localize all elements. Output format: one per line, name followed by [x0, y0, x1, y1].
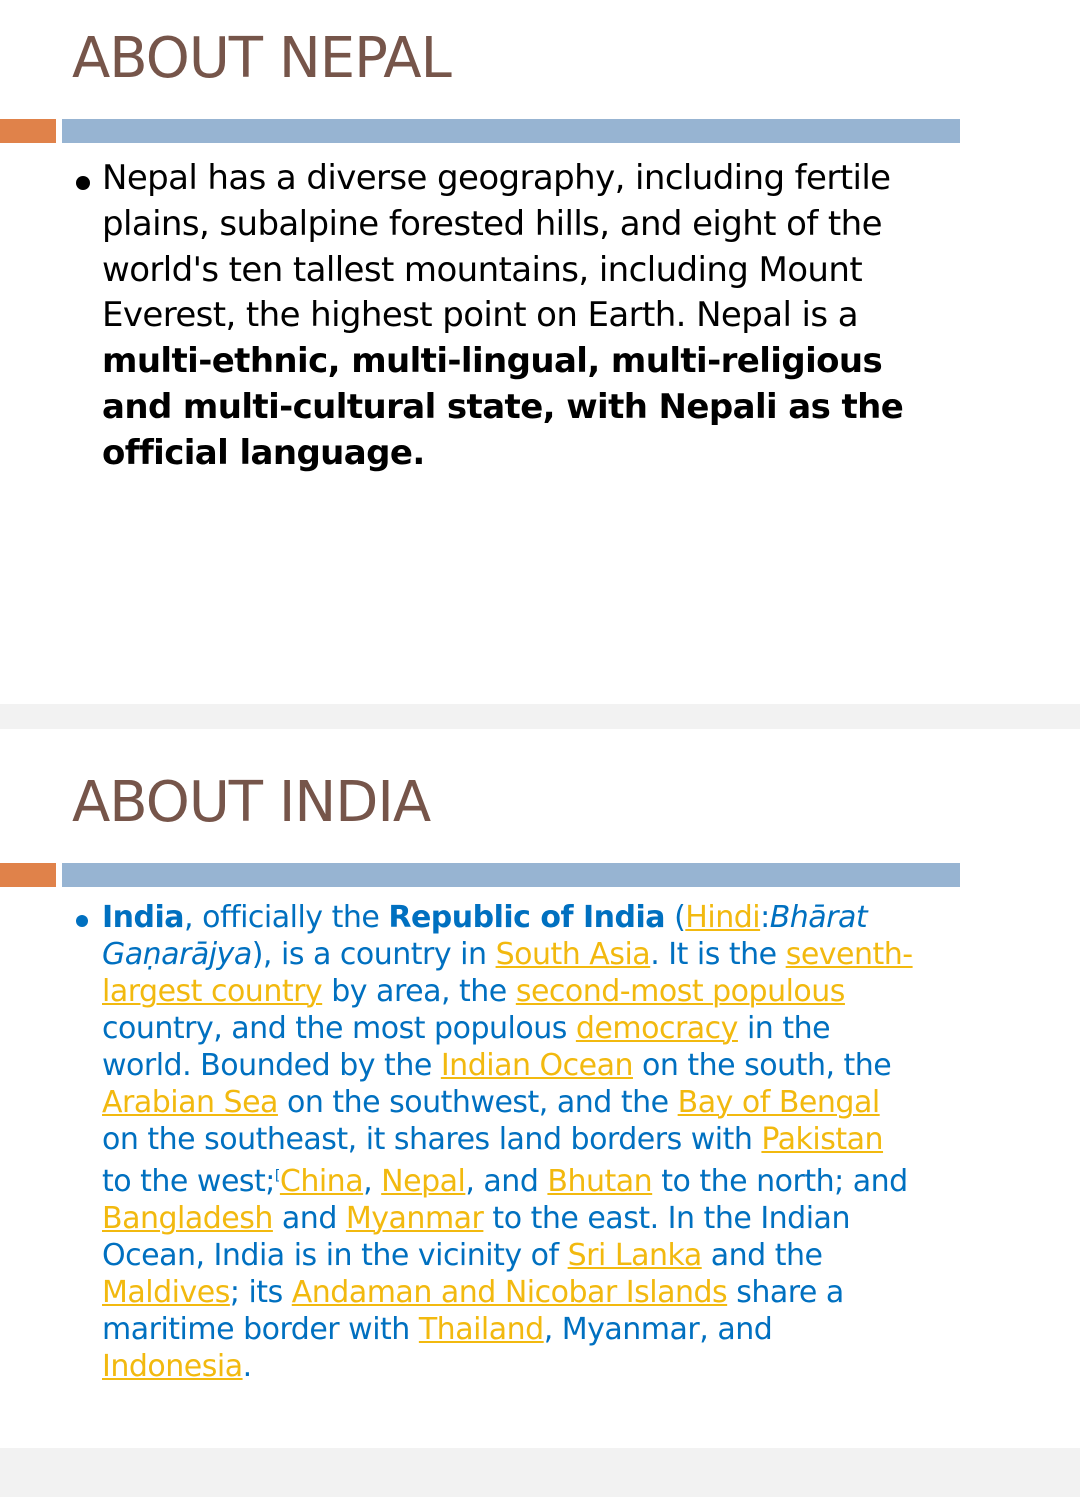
india-paragraph [102, 899, 914, 1385]
link-arabian-sea[interactable]: Arabian Sea [102, 1085, 278, 1120]
link-andaman-nicobar-islands[interactable]: Andaman and Nicobar Islands [291, 1275, 728, 1310]
text: to the west; [102, 1164, 275, 1199]
text: ; its [229, 1275, 292, 1310]
link-nepal[interactable]: Nepal [381, 1164, 466, 1199]
accent-bar-blue [62, 119, 960, 143]
text: . [242, 1349, 252, 1384]
slide-title: ABOUT INDIA [72, 770, 431, 835]
text: on the southeast, it shares land borders with [102, 1122, 762, 1157]
link-democracy[interactable]: democracy [575, 1011, 738, 1046]
text: : [760, 900, 770, 935]
india-bold-name: India [102, 900, 185, 935]
link-south-asia[interactable]: South Asia [495, 937, 651, 972]
link-bhutan[interactable]: Bhutan [547, 1164, 653, 1199]
text: to the north; and [652, 1164, 908, 1199]
text: by area, the [322, 974, 516, 1009]
text: , [363, 1164, 382, 1199]
text: ), is a country in [251, 937, 496, 972]
text: in the world. Bounded by the [102, 1011, 831, 1083]
accent-bar-orange [0, 119, 56, 143]
text: , officially the [184, 900, 389, 935]
accent-bar-orange [0, 863, 56, 887]
link-seventh-largest-country[interactable]: seventh-largest country [102, 937, 913, 1009]
slide-about-india [0, 729, 1080, 1448]
link-china[interactable]: China [279, 1164, 364, 1199]
bullet-icon [76, 915, 88, 927]
text: , and [465, 1164, 548, 1199]
link-thailand[interactable]: Thailand [418, 1312, 544, 1347]
text: share a maritime border with [102, 1275, 844, 1347]
link-second-most-populous[interactable]: second-most populous [515, 974, 845, 1009]
text: on the south, the [632, 1048, 892, 1083]
link-pakistan[interactable]: Pakistan [761, 1122, 884, 1157]
text: on the southwest, and the [277, 1085, 678, 1120]
bullet-item [76, 156, 916, 477]
italic-bharat-ganarajya: Bhārat Gaṇarājya [102, 900, 868, 972]
text: , Myanmar, and [543, 1312, 773, 1347]
nepal-paragraph [102, 156, 914, 477]
text: ( [665, 900, 686, 935]
nepal-text-bold: multi-ethnic, multi-lingual, multi-religious and multi-cultural state, with Nepali as the official language. [102, 341, 904, 473]
link-sri-lanka[interactable]: Sri Lanka [567, 1238, 702, 1273]
bullet-icon [76, 176, 90, 190]
link-indonesia[interactable]: Indonesia [102, 1349, 243, 1384]
india-bold-official-name: Republic of India [388, 900, 666, 935]
link-hindi[interactable]: Hindi [685, 900, 761, 935]
slide-title: ABOUT NEPAL [72, 26, 451, 91]
bullet-item [76, 899, 916, 1385]
nepal-text: Nepal has a diverse geography, including fertile plains, subalpine forested hills, and eight of the world's ten tallest mountains, including Mount Everest, the highest point on Earth. Nepal is a [102, 158, 891, 336]
link-bay-of-bengal[interactable]: Bay of Bengal [677, 1085, 880, 1120]
citation-bracket: [ [274, 1168, 280, 1184]
link-indian-ocean[interactable]: Indian Ocean [440, 1048, 633, 1083]
text: and [272, 1201, 346, 1236]
text: . It is the [650, 937, 786, 972]
link-bangladesh[interactable]: Bangladesh [102, 1201, 273, 1236]
slide-about-nepal [0, 0, 1080, 704]
text: to the east. In the Indian Ocean, India is in the vicinity of [102, 1201, 850, 1273]
link-maldives[interactable]: Maldives [102, 1275, 230, 1310]
text: country, and the most populous [102, 1011, 576, 1046]
link-myanmar[interactable]: Myanmar [345, 1201, 484, 1236]
accent-bar-blue [62, 863, 960, 887]
text: and the [701, 1238, 823, 1273]
